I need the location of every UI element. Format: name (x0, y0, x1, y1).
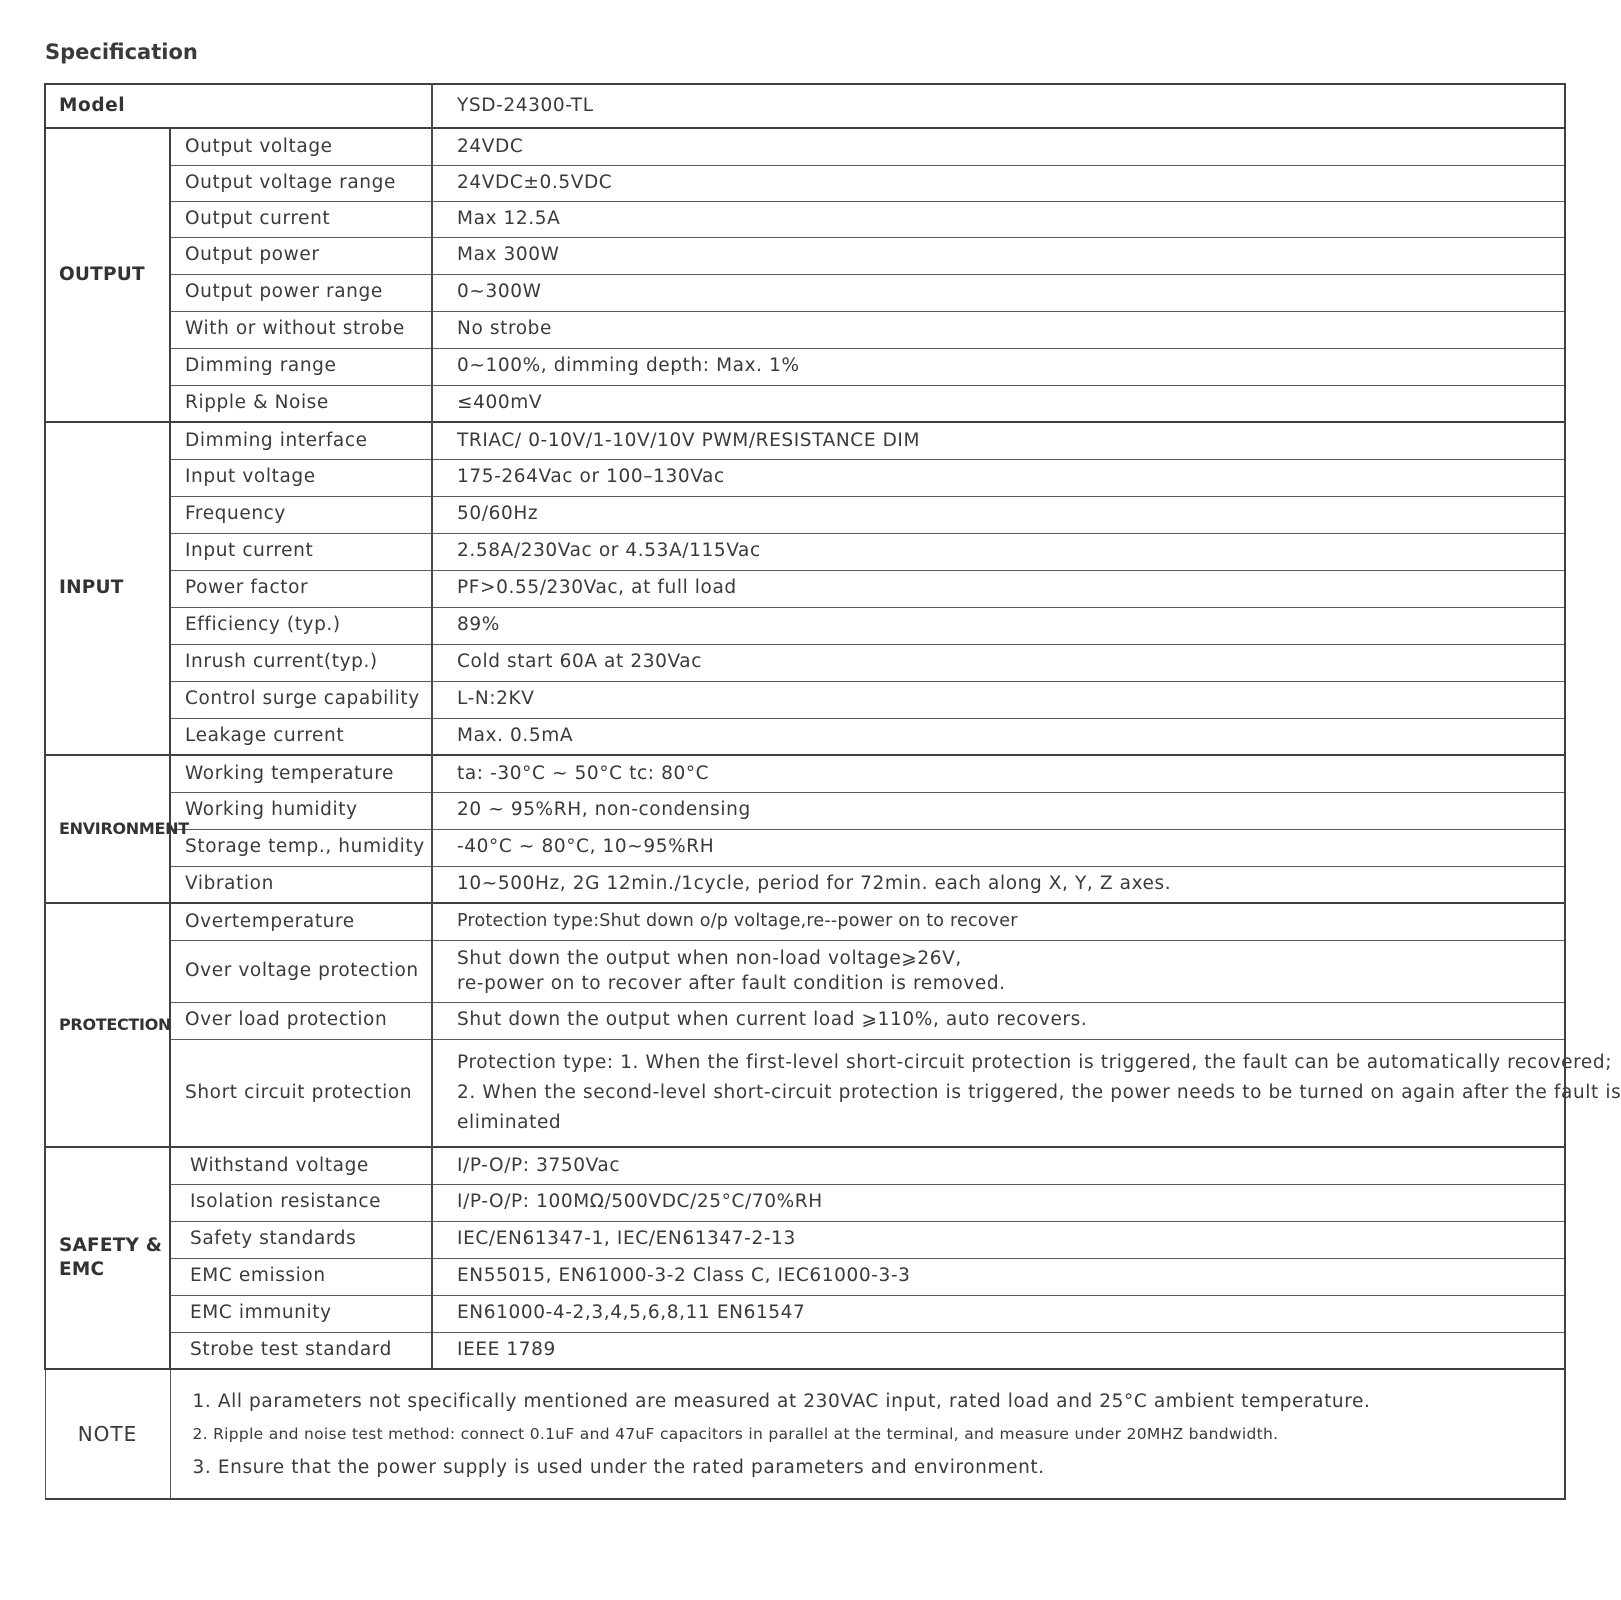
param-value: I/P-O/P: 3750Vac (432, 1147, 1565, 1184)
param-label: Frequency (170, 496, 432, 533)
table-row (45, 237, 1565, 274)
param-value: 50/60Hz (432, 496, 1565, 533)
param-value: ta: -30°C ~ 50°C tc: 80°C (432, 755, 1565, 792)
table-row (45, 1039, 1565, 1147)
param-label: Input current (170, 533, 432, 570)
specification-table (44, 83, 1621, 1500)
param-value: L-N:2KV (432, 681, 1565, 718)
param-value: 2.58A/230Vac or 4.53A/115Vac (432, 533, 1565, 570)
value-line: re-power on to recover after fault condition is removed. (457, 973, 1006, 994)
table-row (45, 311, 1565, 348)
param-value: I/P-O/P: 100MΩ/500VDC/25°C/70%RH (432, 1184, 1565, 1221)
param-value: Cold start 60A at 230Vac (432, 644, 1565, 681)
table-row (45, 201, 1565, 237)
param-label: Isolation resistance (170, 1184, 432, 1221)
param-value: Protection type:Shut down o/p voltage,re--power on to recover (432, 903, 1565, 940)
param-value: ≤400mV (432, 385, 1565, 422)
param-value: EN55015, EN61000-3-2 Class C, IEC61000-3-3 (432, 1258, 1565, 1295)
table-row (45, 718, 1565, 755)
value-line: 2. When the second-level short-circuit protection is triggered, the power needs to be turned on again after the fault is (457, 1081, 1621, 1103)
param-label: Working temperature (170, 755, 432, 792)
param-value: 20 ~ 95%RH, non-condensing (432, 792, 1565, 829)
param-label: Working humidity (170, 792, 432, 829)
param-label: Control surge capability (170, 681, 432, 718)
table-row (45, 348, 1565, 385)
param-label: Efficiency (typ.) (170, 607, 432, 644)
param-label: Input voltage (170, 459, 432, 496)
table-row (45, 1332, 1565, 1369)
param-value (432, 1039, 1621, 1147)
param-value: Max 300W (432, 237, 1565, 274)
param-label: Strobe test standard (170, 1332, 432, 1369)
param-value (432, 940, 1565, 1002)
note-line: 2. Ripple and noise test method: connect 0.1uF and 47uF capacitors in parallel at the terminal, and measure under 20MHZ bandwidth. (192, 1424, 1279, 1443)
table-row (45, 570, 1565, 607)
table-row (45, 1258, 1565, 1295)
param-label: Over load protection (170, 1002, 432, 1039)
table-row (45, 1221, 1565, 1258)
table-row (45, 829, 1565, 866)
param-value: No strobe (432, 311, 1565, 348)
value-line: eliminated (457, 1111, 562, 1133)
group-label-input: INPUT (45, 422, 170, 755)
param-value: Shut down the output when current load ⩾110%, auto recovers. (432, 1002, 1565, 1039)
param-label: Output voltage (170, 128, 432, 165)
note-line: 3. Ensure that the power supply is used under the rated parameters and environment. (192, 1456, 1045, 1478)
param-label: Vibration (170, 866, 432, 903)
table-row (45, 644, 1565, 681)
note-line: 1. All parameters not specifically mentioned are measured at 230VAC input, rated load and 25°C ambient temperature. (192, 1390, 1371, 1412)
table-row (45, 681, 1565, 718)
param-label: Output power range (170, 274, 432, 311)
page-title: Specification (45, 40, 198, 64)
group-label-protection: PROTECTION (45, 903, 170, 1147)
param-value: -40°C ~ 80°C, 10~95%RH (432, 829, 1565, 866)
table-row (45, 128, 1565, 165)
param-value: TRIAC/ 0-10V/1-10V/10V PWM/RESISTANCE DIM (432, 422, 1565, 459)
param-label: EMC emission (170, 1258, 432, 1295)
value-line: Shut down the output when non-load voltage⩾26V, (457, 948, 962, 969)
table-row (45, 1147, 1565, 1184)
param-label: Leakage current (170, 718, 432, 755)
param-label: Withstand voltage (170, 1147, 432, 1184)
table-row (45, 755, 1565, 792)
table-row (45, 1295, 1565, 1332)
param-value: EN61000-4-2,3,4,5,6,8,11 EN61547 (432, 1295, 1565, 1332)
param-label: Overtemperature (170, 903, 432, 940)
param-value: IEC/EN61347-1, IEC/EN61347-2-13 (432, 1221, 1565, 1258)
group-label-environment: ENVIRONMENT (45, 755, 170, 903)
model-label: Model (45, 84, 432, 128)
param-value: 10~500Hz, 2G 12min./1cycle, period for 72min. each along X, Y, Z axes. (432, 866, 1565, 903)
param-value: PF>0.55/230Vac, at full load (432, 570, 1565, 607)
param-label: Dimming range (170, 348, 432, 385)
table-row (45, 274, 1565, 311)
table-row (45, 866, 1565, 903)
param-label: Ripple & Noise (170, 385, 432, 422)
table-row (45, 422, 1565, 459)
param-label: Short circuit protection (170, 1039, 432, 1147)
param-value: 175-264Vac or 100–130Vac (432, 459, 1565, 496)
table-row (45, 792, 1565, 829)
note-body (170, 1369, 1565, 1499)
table-row (45, 385, 1565, 422)
table-row (45, 1184, 1565, 1221)
param-label: Output current (170, 201, 432, 237)
param-value: 89% (432, 607, 1565, 644)
param-value: 0~300W (432, 274, 1565, 311)
table-row (45, 940, 1565, 1002)
param-label: Power factor (170, 570, 432, 607)
param-label: Output voltage range (170, 165, 432, 201)
param-label: Output power (170, 237, 432, 274)
table-row (45, 533, 1565, 570)
param-value: 0~100%, dimming depth: Max. 1% (432, 348, 1565, 385)
param-label: Safety standards (170, 1221, 432, 1258)
param-label: Storage temp., humidity (170, 829, 432, 866)
table-row (45, 903, 1565, 940)
param-value: Max. 0.5mA (432, 718, 1565, 755)
model-row (45, 84, 1565, 128)
table-row (45, 1002, 1565, 1039)
param-label: Over voltage protection (170, 940, 432, 1002)
note-row (45, 1369, 1565, 1499)
table-row (45, 165, 1565, 201)
param-value: Max 12.5A (432, 201, 1565, 237)
group-label-output: OUTPUT (45, 128, 170, 422)
param-label: Inrush current(typ.) (170, 644, 432, 681)
value-line: Protection type: 1. When the first-level short-circuit protection is triggered, the fault can be automatically recovered; (457, 1051, 1613, 1073)
group-label-safety-emc (45, 1147, 170, 1369)
table-row (45, 607, 1565, 644)
param-label: Dimming interface (170, 422, 432, 459)
note-label: NOTE (45, 1369, 170, 1499)
param-label: With or without strobe (170, 311, 432, 348)
param-value: IEEE 1789 (432, 1332, 1565, 1369)
table-row (45, 459, 1565, 496)
group-label-line: EMC (59, 1259, 105, 1280)
param-label: EMC immunity (170, 1295, 432, 1332)
model-value: YSD-24300-TL (432, 84, 1565, 128)
table-row (45, 496, 1565, 533)
group-label-line: SAFETY & (59, 1234, 163, 1256)
param-value: 24VDC±0.5VDC (432, 165, 1565, 201)
param-value: 24VDC (432, 128, 1565, 165)
